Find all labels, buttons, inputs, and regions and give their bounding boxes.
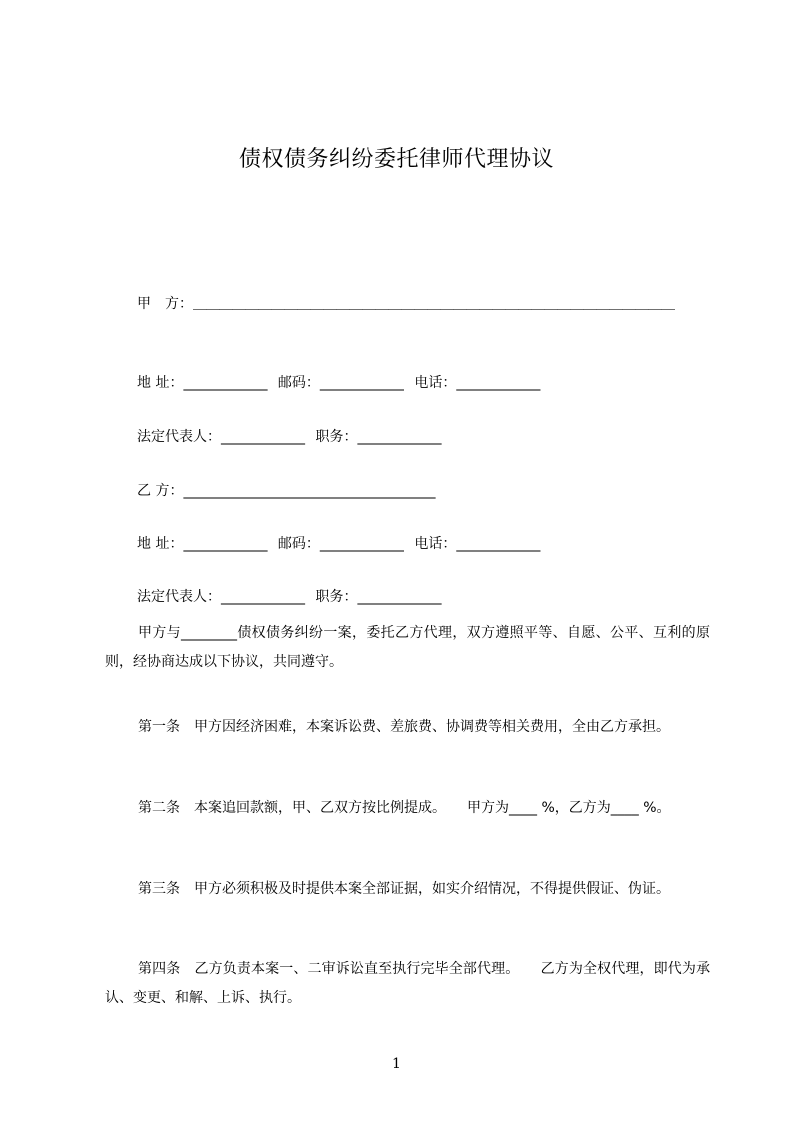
party-b-postcode: 邮码：____________: [277, 536, 404, 552]
party-a-postcode: 邮码：____________: [277, 375, 404, 391]
page-number: 1: [392, 1056, 401, 1072]
party-a-representative: 法定代表人：____________: [137, 429, 305, 445]
party-b-line: [137, 480, 435, 500]
party-b-phone: 电话：____________: [414, 536, 541, 552]
party-a-address-line: [137, 372, 540, 392]
document-title: 债权债务纠纷委托律师代理协议: [238, 147, 554, 172]
party-a-phone: 电话：____________: [414, 375, 541, 391]
intro-paragraph: 甲方与________债权债务纠纷一案，委托乙方代理，双方遵照平等、自愿、公平、互利的原则，经协商达成以下协议，共同遵守。: [105, 625, 710, 670]
party-b-address-line: [137, 533, 540, 553]
party-a-label: 甲 方：: [137, 296, 193, 312]
article-3-paragraph: 第三条 甲方必须积极及时提供本案全部证据，如实介绍情况，不得提供假证、伪证。: [138, 881, 670, 897]
party-b-representative-line: [137, 586, 441, 606]
party-a-address: 地 址：____________: [137, 375, 268, 391]
article-1-paragraph: 第一条 甲方因经济困难，本案诉讼费、差旅费、协调费等相关费用，全由乙方承担。: [138, 719, 670, 735]
article-2-paragraph: 第二条 本案追回款额，甲、乙双方按比例提成。 甲方为____ %，乙方为____ %。: [138, 800, 671, 816]
party-b-representative: 法定代表人：____________: [137, 589, 305, 605]
party-a-line: [137, 293, 674, 313]
party-a-blank: ＿＿＿＿＿＿＿＿＿＿＿＿＿＿＿＿＿＿＿＿＿＿＿＿＿＿＿＿＿＿＿＿＿＿＿＿＿: [193, 296, 674, 312]
party-b-position: 职务：____________: [315, 589, 442, 605]
party-a-position: 职务：____________: [315, 429, 442, 445]
article-4-paragraph: 第四条 乙方负责本案一、二审诉讼直至执行完毕全部代理。 乙方为全权代理，即代为承认、变更、和解、上诉、执行。: [105, 961, 710, 1006]
party-a-representative-line: [137, 426, 441, 446]
party-b-text: 乙 方：____________________________________: [137, 483, 436, 499]
party-b-address: 地 址：____________: [137, 536, 268, 552]
